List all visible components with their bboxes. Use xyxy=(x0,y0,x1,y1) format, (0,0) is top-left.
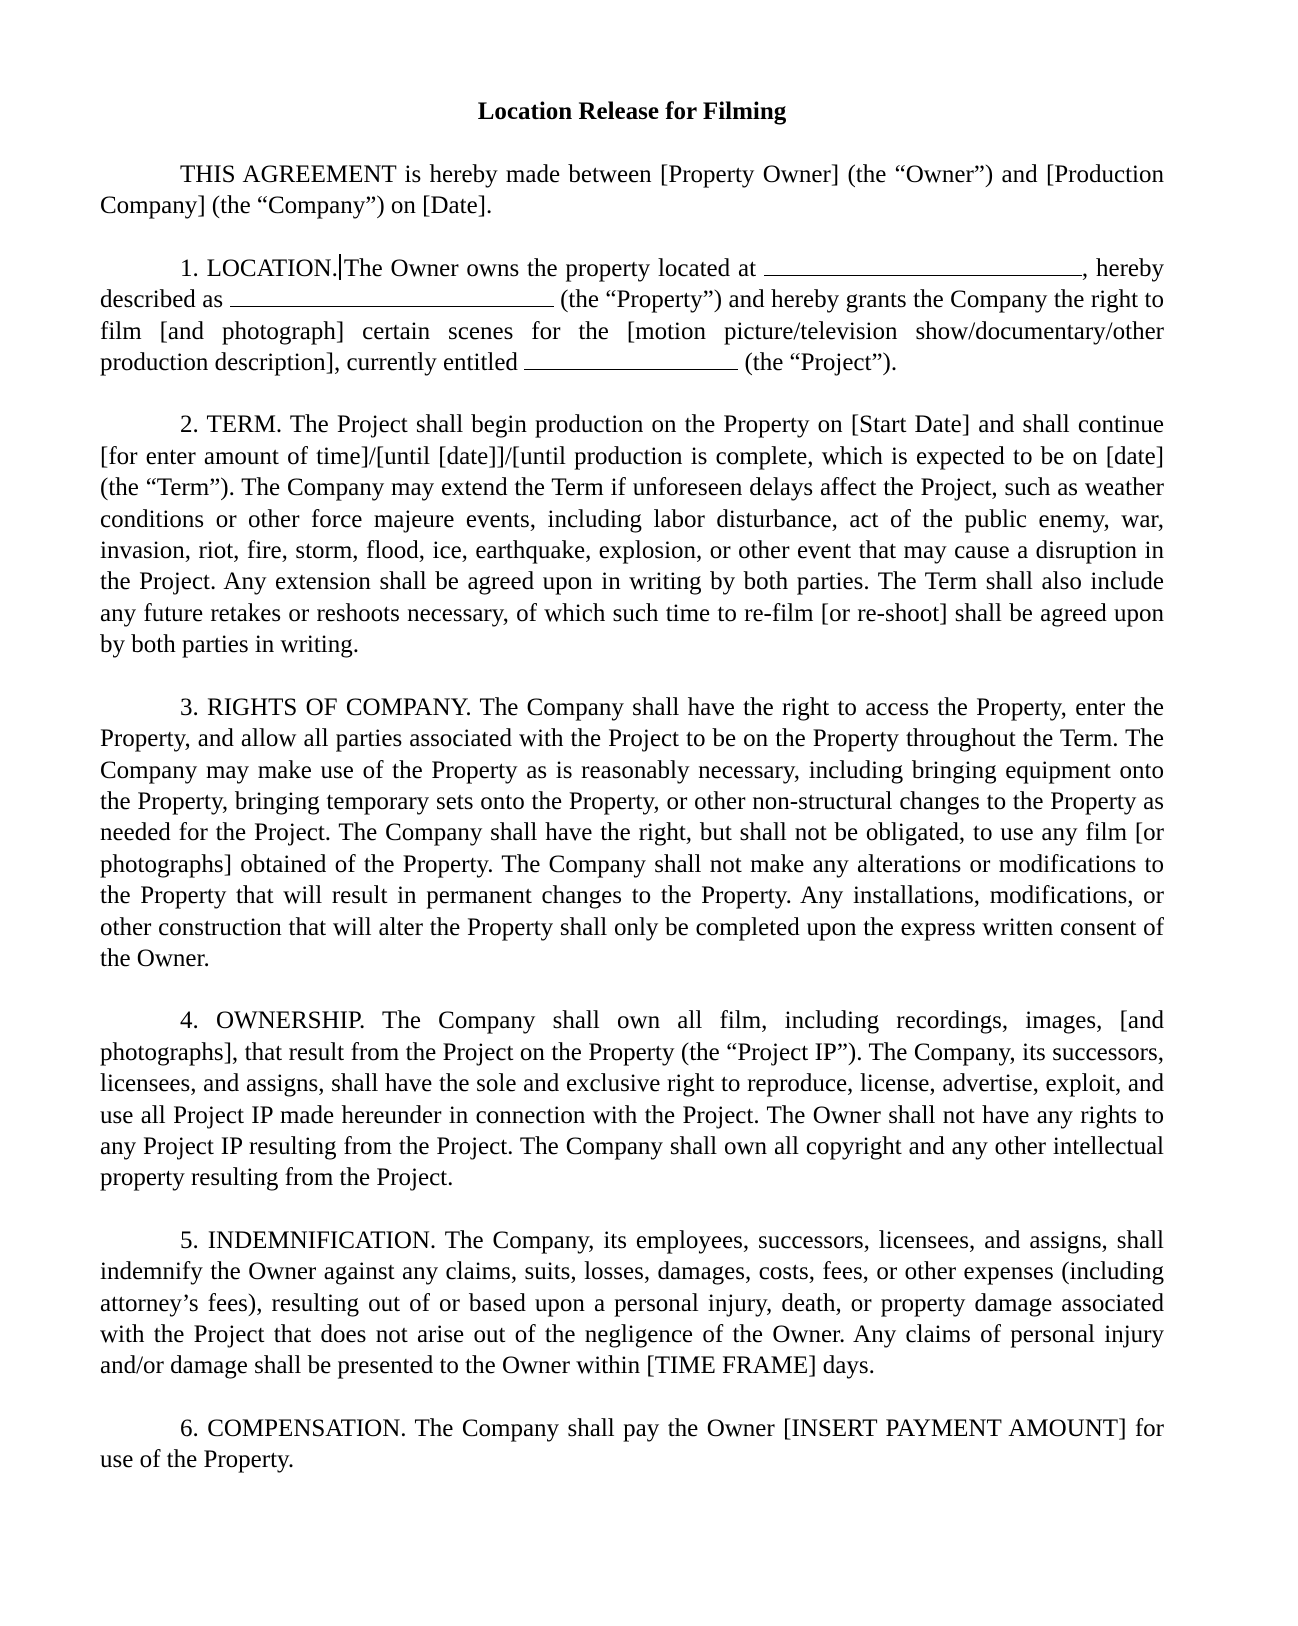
property-description-blank[interactable] xyxy=(230,286,554,307)
location-paragraph xyxy=(100,253,1164,379)
rights-paragraph: 3. RIGHTS OF COMPANY. The Company shall have the right to access the Property, enter the Property, and allow all parties associated with the Project to be on the Property throughout the Term. The Company may make use of the Property as is reasonably necessary, including bringing equipment onto the Property, bringing temporary sets onto the Property, or other non-structural changes to the Property as needed for the Project. The Company shall have the right, but shall not be obligated, to use any film [or photographs] obtained of the Property. The Company shall not make any alterations or modifications to the Property that will result in permanent changes to the Property. Any installations, modifications, or other construction that will alter the Property shall only be completed upon the express written consent of the Owner. xyxy=(100,693,1164,972)
location-text-3: (the “Property”) and hereby grants the Company the right to film [and photograph] certain scenes for the [motion picture/television show/documentary/other production description], currently entitled xyxy=(100,286,1165,377)
location-text-2: , hereby described as xyxy=(100,254,1165,314)
ownership-paragraph: 4. OWNERSHIP. The Company shall own all film, including recordings, images, [and photographs], that result from the Project on the Property (the “Project IP”). The Company, its successors, licensees, and assigns, shall have the sole and exclusive right to reproduce, license, advertise, exploit, and use all Project IP made hereunder in connection with the Project. The Owner shall not have any rights to any Project IP resulting from the Project. The Company shall own all copyright and any other intellectual property resulting from the Project. xyxy=(100,1007,1164,1192)
document-title: Location Release for Filming xyxy=(477,98,787,125)
indemnification-paragraph: 5. INDEMNIFICATION. The Company, its employees, successors, licensees, and assigns, shall indemnify the Owner against any claims, suits, losses, damages, costs, fees, or other expenses (including attorney’s fees), resulting out of or based upon a personal injury, death, or property damage associated with the Project that does not arise out of the negligence of the Owner. Any claims of personal injury and/or damage shall be presented to the Owner within [TIME FRAME] days. xyxy=(100,1226,1164,1380)
text-cursor xyxy=(339,254,341,280)
location-text-1: The Owner owns the property located at xyxy=(343,254,757,282)
project-title-blank[interactable] xyxy=(524,349,738,370)
term-paragraph: 2. TERM. The Project shall begin production on the Property on [Start Date] and shall continue [for enter amount of time]/[until [date]]/[until production is complete, which is expected to be on [date] (the “Term”). The Company may extend the Term if unforeseen delays affect the Project, such as weather conditions or other force majeure events, including labor disturbance, act of the public enemy, war, invasion, riot, fire, storm, flood, ice, earthquake, explosion, or other event that may cause a disruption in the Project. Any extension shall be agreed upon in writing by both parties. The Term shall also include any future retakes or reshoots necessary, of which such time to re-film [or re-shoot] shall be agreed upon by both parties in writing. xyxy=(100,411,1164,659)
compensation-paragraph: 6. COMPENSATION. The Company shall pay the Owner [INSERT PAYMENT AMOUNT] for use of the Property. xyxy=(100,1414,1164,1474)
location-text-4: (the “Project”). xyxy=(744,349,898,377)
location-heading: 1. LOCATION. xyxy=(180,254,338,282)
property-address-blank[interactable] xyxy=(764,255,1082,276)
intro-paragraph: THIS AGREEMENT is hereby made between [Property Owner] (the “Owner”) and [Production Company] (the “Company”) on [Date]. xyxy=(100,161,1164,220)
document-page xyxy=(100,96,1164,1507)
